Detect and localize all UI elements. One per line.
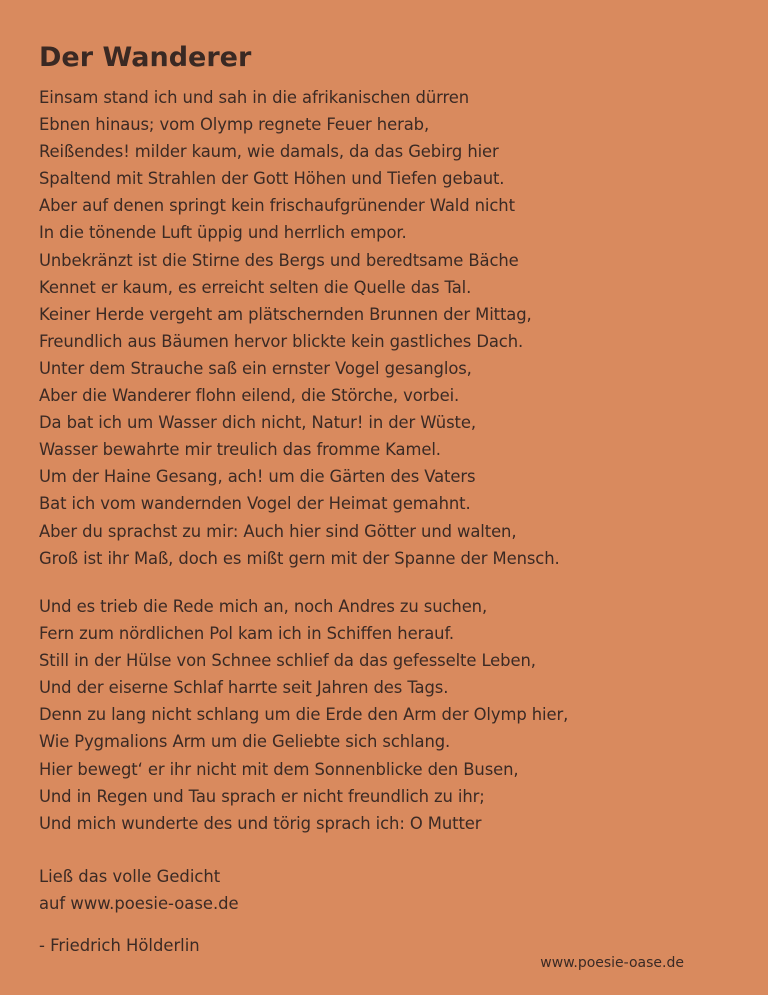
poem-line: Wasser bewahrte mir treulich das fromme Kamel. — [39, 440, 441, 460]
poem-stanza — [39, 84, 560, 572]
poem-line: Und der eiserne Schlaf harrte seit Jahren des Tags. — [39, 678, 449, 698]
poem-line: Und in Regen und Tau sprach er nicht freundlich zu ihr; — [39, 786, 485, 806]
note-line: auf www.poesie-oase.de — [39, 894, 239, 914]
poem-line: Still in der Hülse von Schnee schlief da das gefesselte Leben, — [39, 651, 536, 671]
poem-line: In die tönende Luft üppig und herrlich empor. — [39, 223, 407, 243]
poem-line: Kennet er kaum, es erreicht selten die Quelle das Tal. — [39, 277, 472, 297]
poem-stanza — [39, 593, 568, 837]
poem-line: Und mich wunderte des und törig sprach ich: O Mutter — [39, 813, 482, 833]
poem-line: Fern zum nördlichen Pol kam ich in Schiffen herauf. — [39, 624, 455, 644]
note-line: Ließ das volle Gedicht — [39, 867, 221, 886]
poem-line: Einsam stand ich und sah in die afrikanischen dürren — [39, 88, 470, 107]
poem-line: Aber auf denen springt kein frischaufgrünender Wald nicht — [39, 196, 515, 216]
poem-line: Denn zu lang nicht schlang um die Erde den Arm der Olymp hier, — [39, 705, 569, 725]
poem-line: Spaltend mit Strahlen der Gott Höhen und Tiefen gebaut. — [39, 169, 505, 189]
poem-line: Und es trieb die Rede mich an, noch Andres zu suchen, — [39, 597, 488, 616]
poem-line: Wie Pygmalions Arm um die Geliebte sich schlang. — [39, 732, 451, 752]
poem-line: Unter dem Strauche saß ein ernster Vogel gesanglos, — [39, 358, 472, 378]
poem-line: Groß ist ihr Maß, doch es mißt gern mit der Spanne der Mensch. — [39, 548, 560, 568]
poem-author: - Friedrich Hölderlin — [39, 936, 200, 955]
poem-line: Um der Haine Gesang, ach! um die Gärten des Vaters — [39, 467, 476, 487]
poem-title: Der Wanderer — [39, 42, 252, 73]
poem-line: Unbekränzt ist die Stirne des Bergs und beredtsame Bäche — [39, 250, 519, 270]
poem-line: Freundlich aus Bäumen hervor blickte kein gastliches Dach. — [39, 331, 524, 351]
poem-line: Hier bewegt‘ er ihr nicht mit dem Sonnenblicke den Busen, — [39, 759, 519, 779]
poem-line: Da bat ich um Wasser dich nicht, Natur! in der Wüste, — [39, 413, 476, 433]
read-more-note — [39, 863, 239, 917]
poem-line: Ebnen hinaus; vom Olymp regnete Feuer herab, — [39, 115, 430, 135]
poem-line: Reißendes! milder kaum, wie damals, da das Gebirg hier — [39, 142, 499, 162]
poem-line: Keiner Herde vergeht am plätschernden Brunnen der Mittag, — [39, 304, 532, 324]
poem-line: Aber du sprachst zu mir: Auch hier sind Götter und walten, — [39, 521, 517, 541]
poem-line: Bat ich vom wandernden Vogel der Heimat gemahnt. — [39, 494, 471, 514]
poem-line: Aber die Wanderer flohn eilend, die Störche, vorbei. — [39, 386, 460, 406]
site-url: www.poesie-oase.de — [540, 955, 684, 971]
